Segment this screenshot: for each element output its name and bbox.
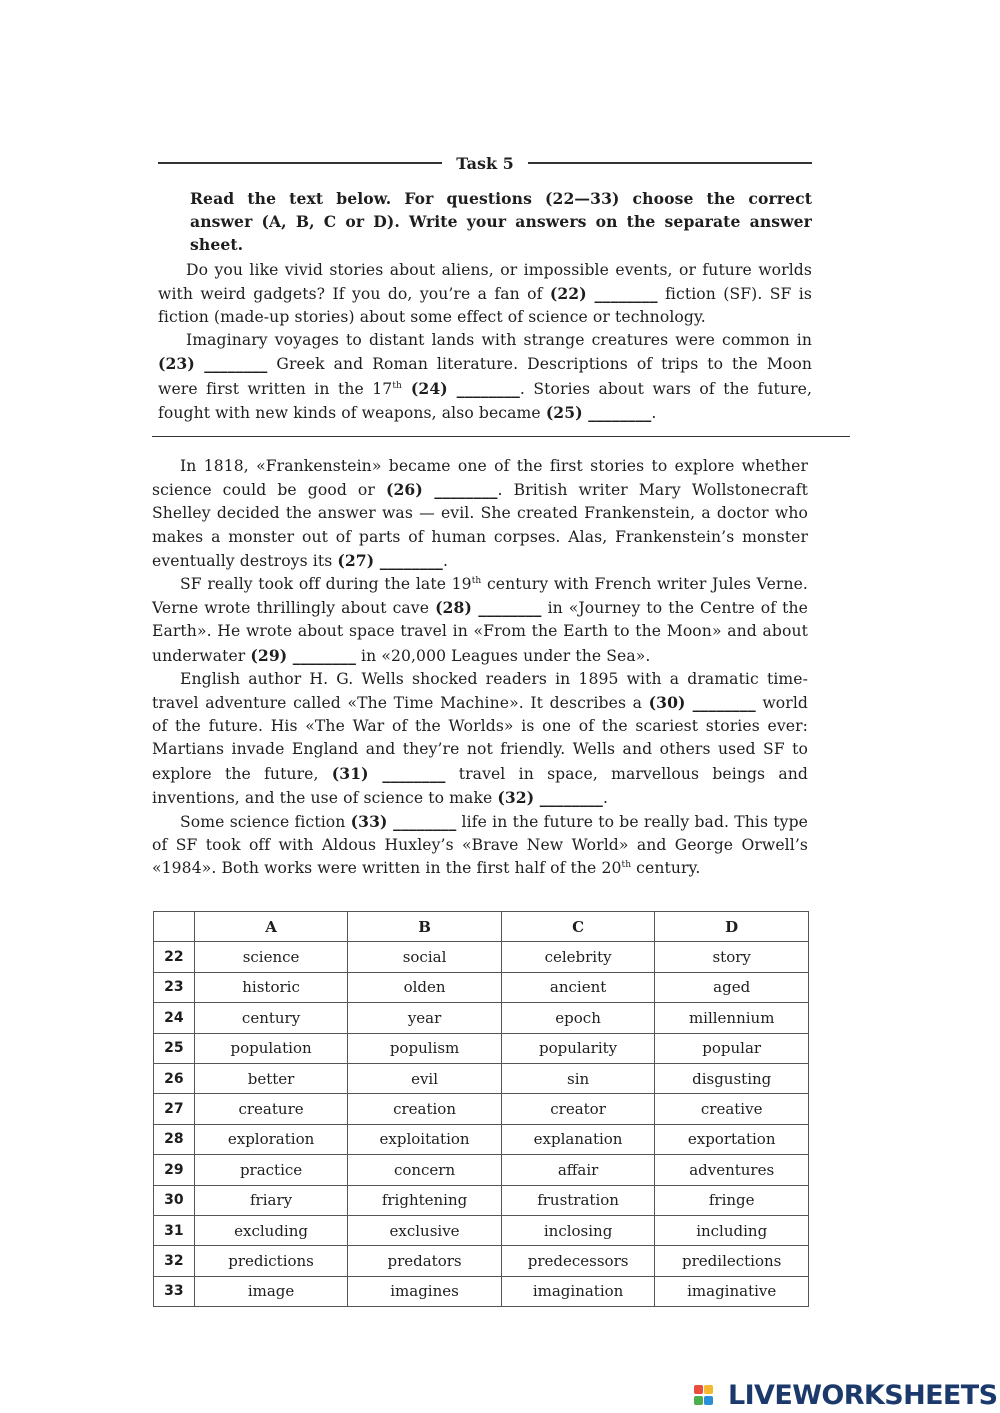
table-row	[154, 1033, 809, 1063]
superscript: th	[621, 860, 632, 871]
option-a[interactable]: century	[194, 1003, 347, 1033]
text-segment: Some science fiction	[180, 813, 351, 832]
option-a[interactable]: image	[194, 1276, 347, 1306]
text-segment: English author H. G. Wells shocked readers in 1895 with a dramatic time-travel adventure called «The Time Machine». It describes a	[152, 669, 808, 713]
text-segment: century.	[631, 859, 701, 878]
option-c[interactable]: popularity	[501, 1033, 655, 1063]
logo-text: LIVEWORKSHEETS	[728, 1379, 998, 1411]
table-row	[154, 1276, 809, 1306]
option-d[interactable]: popular	[655, 1033, 809, 1063]
option-c[interactable]: frustration	[501, 1185, 655, 1215]
header-rule-left	[158, 162, 442, 164]
table-row	[154, 972, 809, 1002]
option-b[interactable]: exploitation	[348, 1124, 502, 1154]
table-header-row	[154, 912, 809, 942]
question-number: 32	[154, 1246, 195, 1276]
logo-square-yellow	[704, 1385, 713, 1394]
option-b[interactable]: social	[348, 942, 502, 972]
gap-23[interactable]: (23) ________	[158, 354, 268, 374]
gap-28[interactable]: (28) ________	[435, 598, 542, 618]
option-d[interactable]: including	[655, 1215, 809, 1245]
table-row	[154, 1215, 809, 1245]
option-b[interactable]: imagines	[348, 1276, 502, 1306]
gap-22[interactable]: (22) ________	[549, 283, 658, 303]
gap-32[interactable]: (32) ________	[497, 787, 603, 807]
question-number: 29	[154, 1155, 195, 1185]
gap-29[interactable]: (29) ________	[250, 645, 356, 665]
liveworksheets-logo	[694, 1378, 997, 1412]
option-a[interactable]: science	[194, 942, 347, 972]
paragraph-2	[158, 329, 812, 425]
option-b[interactable]: creation	[348, 1094, 502, 1124]
text-segment: .	[602, 788, 608, 807]
table-row	[154, 1063, 809, 1093]
option-b[interactable]: predators	[348, 1246, 502, 1276]
task-header	[158, 150, 812, 176]
table-row	[154, 1124, 809, 1154]
text-segment: . British writer Mary Wollstonecraft Shelley decided the answer was — evil. She created Frankenstein, a doctor who makes a monster out of parts of human corpses. Alas, Frankenstein’s monster eventually destroys its	[152, 481, 808, 570]
text-segment: SF really took off during the late 19	[180, 575, 472, 594]
options-table	[153, 911, 809, 1307]
text-segment: fiction (SF). SF is fiction (made-up stories) about some effect of science or technology.	[158, 284, 812, 327]
option-a[interactable]: excluding	[194, 1215, 347, 1245]
question-number: 31	[154, 1215, 195, 1245]
logo-square-green	[694, 1396, 703, 1405]
text-segment: world of the future. His «The War of the Worlds» is one of the scariest stories ever: Martians invade England and they’re not friendly. Wells and others used SF to explore the future,	[152, 694, 808, 783]
option-d[interactable]: millennium	[655, 1003, 809, 1033]
header-cell-a: A	[194, 912, 347, 942]
paragraph-3	[152, 455, 808, 573]
question-number: 23	[154, 972, 195, 1002]
question-number: 27	[154, 1094, 195, 1124]
text-segment: .	[651, 403, 657, 422]
text-segment: . Stories about wars of the future, fought with new kinds of weapons, also became	[158, 379, 813, 422]
option-c[interactable]: epoch	[501, 1003, 655, 1033]
header-cell-num	[154, 912, 195, 942]
option-d[interactable]: imaginative	[655, 1276, 809, 1306]
logo-square-red	[694, 1385, 703, 1394]
table-row	[154, 1155, 809, 1185]
question-number: 24	[154, 1003, 195, 1033]
option-b[interactable]: exclusive	[348, 1215, 502, 1245]
header-rule-right	[528, 162, 812, 164]
text-segment: Greek and Roman literature. Descriptions of trips to the Moon were first written in the 17	[158, 355, 812, 398]
option-b[interactable]: frightening	[348, 1185, 502, 1215]
option-a[interactable]: better	[194, 1063, 347, 1093]
option-b[interactable]: populism	[348, 1033, 502, 1063]
option-d[interactable]: fringe	[655, 1185, 809, 1215]
gap-25[interactable]: (25) ________	[545, 402, 652, 422]
option-d[interactable]: story	[655, 942, 809, 972]
text-segment: century with French writer Jules Verne. Verne wrote thrillingly about cave	[152, 575, 808, 618]
text-block-2	[152, 455, 808, 881]
option-b[interactable]: concern	[348, 1155, 502, 1185]
gap-31[interactable]: (31) ________	[331, 763, 446, 783]
option-d[interactable]: creative	[655, 1094, 809, 1124]
header-cell-c: C	[501, 912, 655, 942]
gap-30[interactable]: (30) ________	[648, 693, 756, 713]
table-row	[154, 1185, 809, 1215]
question-number: 25	[154, 1033, 195, 1063]
paragraph-1	[158, 259, 812, 330]
task-title: Task 5	[456, 153, 514, 173]
table-row	[154, 942, 809, 972]
option-c[interactable]: imagination	[501, 1276, 655, 1306]
table-row	[154, 1094, 809, 1124]
table-body	[154, 942, 809, 1307]
text-segment: In 1818, «Frankenstein» became one of the first stories to explore whether science could be good or	[152, 457, 808, 500]
header-cell-b: B	[348, 912, 502, 942]
option-c[interactable]: celebrity	[501, 942, 655, 972]
option-d[interactable]: exportation	[655, 1124, 809, 1154]
option-d[interactable]: predilections	[655, 1246, 809, 1276]
logo-square-blue	[704, 1396, 713, 1405]
superscript: th	[471, 575, 482, 586]
option-c[interactable]: affair	[501, 1155, 655, 1185]
paragraph-4	[152, 573, 808, 668]
question-number: 33	[154, 1276, 195, 1306]
option-a[interactable]: population	[194, 1033, 347, 1063]
logo-mark-icon	[694, 1383, 722, 1407]
option-a[interactable]: historic	[194, 972, 347, 1002]
option-d[interactable]: adventures	[655, 1155, 809, 1185]
text-segment: in «Journey to the Centre of the Earth». He wrote about space travel in «From the Earth to the Moon» and about underwater	[152, 599, 809, 665]
option-b[interactable]: olden	[348, 972, 502, 1002]
question-number: 22	[154, 942, 195, 972]
option-d[interactable]: disgusting	[655, 1063, 809, 1093]
option-c[interactable]: explanation	[501, 1124, 655, 1154]
option-c[interactable]: creator	[501, 1094, 655, 1124]
option-c[interactable]: sin	[501, 1063, 655, 1093]
option-a[interactable]: practice	[194, 1155, 347, 1185]
superscript: th	[392, 380, 402, 391]
option-a[interactable]: creature	[194, 1094, 347, 1124]
text-segment: life in the future to be really bad. This type of SF took off with Aldous Huxley’s «Brave New World» and George Orwell’s «1984». Both works were written in the first half of the 20	[152, 813, 809, 878]
text-block-1	[158, 187, 812, 425]
question-number: 30	[154, 1185, 195, 1215]
text-segment: travel in space, marvellous beings and inventions, and the use of science to make	[152, 764, 809, 807]
option-a[interactable]: friary	[194, 1185, 347, 1215]
option-a[interactable]: exploration	[194, 1124, 347, 1154]
option-d[interactable]: aged	[655, 972, 809, 1002]
option-c[interactable]: ancient	[501, 972, 655, 1002]
option-b[interactable]: evil	[348, 1063, 502, 1093]
page-divider	[152, 436, 850, 437]
option-c[interactable]: inclosing	[501, 1215, 655, 1245]
text-segment: .	[442, 551, 448, 570]
text-segment: Imaginary voyages to distant lands with strange creatures were common in	[186, 331, 812, 350]
question-number: 26	[154, 1063, 195, 1093]
option-c[interactable]: predecessors	[501, 1246, 655, 1276]
table-row	[154, 1246, 809, 1276]
text-segment: Do you like vivid stories about aliens, or impossible events, or future worlds with weird gadgets? If you do, you’re a fan of	[158, 260, 812, 303]
instructions: Read the text below. For questions (22—33) choose the correct answer (A, B, C or D). Write your answers on the separate answer sheet.	[190, 189, 812, 255]
gap-33[interactable]: (33) ________	[350, 812, 457, 832]
gap-26[interactable]: (26) ________	[385, 480, 498, 500]
gap-27[interactable]: (27) ________	[337, 550, 443, 570]
table-row	[154, 1003, 809, 1033]
paragraph-5	[152, 668, 808, 810]
option-b[interactable]: year	[348, 1003, 502, 1033]
text-segment: in «20,000 Leagues under the Sea».	[355, 646, 651, 665]
option-a[interactable]: predictions	[194, 1246, 347, 1276]
header-cell-d: D	[655, 912, 809, 942]
question-number: 28	[154, 1124, 195, 1154]
paragraph-6	[152, 810, 808, 881]
gap-24[interactable]: (24) ________	[401, 378, 520, 398]
